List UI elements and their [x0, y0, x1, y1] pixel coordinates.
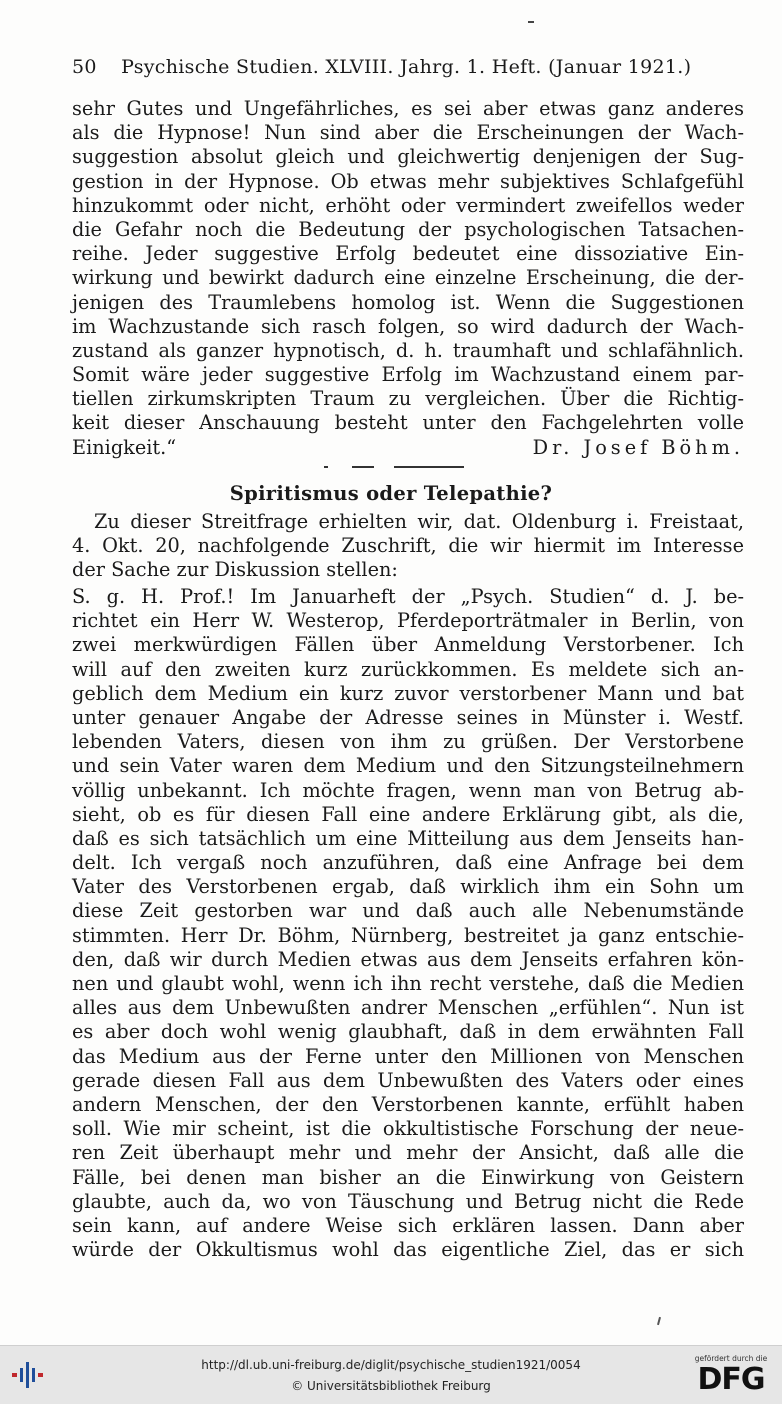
text-line: diese Zeit gestorben war und daß auch alle Nebenumstände: [72, 899, 744, 923]
page-number: 50: [72, 56, 97, 78]
text-line: und sein Vater waren dem Medium und den Sitzungsteilnehmern: [72, 754, 744, 778]
running-title: Psychische Studien. XLVIII. Jahrg. 1. Heft. (Januar 1921.): [121, 56, 692, 78]
text-line: S. g. H. Prof.! Im Januarheft der „Psych. Studien“ d. J. be-: [72, 585, 744, 608]
text-line: tiellen zirkumskripten Traum zu vergleichen. Über die Richtig-: [72, 387, 744, 411]
text-line: hinzukommt oder nicht, erhöht oder vermindert zweifellos weder: [72, 193, 744, 217]
scan-mark: [528, 21, 534, 23]
text-line: suggestion absolut gleich und gleichwertig denjenigen der Sug-: [72, 145, 744, 169]
dfg-logo[interactable]: DFG: [697, 1362, 765, 1397]
text-line: nen und glaubt wohl, wenn ich ihn recht verstehe, daß die Medien: [72, 972, 744, 995]
copyright-notice: © Universitätsbibliothek Freiburg: [291, 1379, 491, 1393]
text-line: Fälle, bei denen man bisher an die Einwirkung von Geistern: [72, 1165, 744, 1189]
text-line-last: Einigkeit.“: [72, 435, 177, 459]
text-line: die Gefahr noch die Bedeutung der psychologischen Tatsachen-: [72, 217, 744, 241]
text-line: sein kann, auf andere Weise sich erklären lassen. Dann aber: [72, 1213, 744, 1237]
text-line: lebenden Vaters, diesen von ihm zu grüßen. Der Verstorbene: [72, 730, 744, 754]
text-line: glaubte, auch da, wo von Täuschung und Betrug nicht die Rede: [72, 1189, 744, 1213]
text-line: völlig unbekannt. Ich möchte fragen, wenn man von Betrug ab-: [72, 778, 744, 802]
text-line: den, daß wir durch Medien etwas aus dem Jenseits erfahren kön-: [72, 947, 744, 971]
text-line: Zu dieser Streitfrage erhielten wir, dat. Oldenburg i. Freistaat,: [94, 510, 744, 533]
section-title: Spiritismus oder Telepathie?: [229, 482, 553, 505]
letter-paragraph: [72, 585, 744, 1262]
text-line: wirkung und bewirkt dadurch eine einzelne Erscheinung, die der-: [72, 266, 744, 290]
text-line: soll. Wie mir scheint, ist die okkultistische Forschung der neue-: [72, 1117, 744, 1141]
text-line: stimmten. Herr Dr. Böhm, Nürnberg, bestreitet ja ganz entschie-: [72, 923, 744, 947]
source-url-link[interactable]: http://dl.ub.uni-freiburg.de/diglit/psychische_studien1921/0054: [201, 1358, 581, 1372]
text-line: Vater des Verstorbenen ergab, daß wirklich ihm ein Sohn um: [72, 875, 744, 899]
text-line: der Sache zur Diskussion stellen:: [72, 558, 398, 582]
text-line: delt. Ich vergaß noch anzuführen, daß eine Anfrage bei dem: [72, 851, 744, 875]
text-line: es aber doch wohl wenig glaubhaft, daß in dem erwähnten Fall: [72, 1020, 744, 1044]
text-line: will auf den zweiten kurz zurückkommen. Es meldete sich an-: [72, 657, 744, 681]
funder-caption: gefördert durch die: [694, 1354, 768, 1363]
closing-line: [72, 436, 744, 460]
text-line: richtet ein Herr W. Westerop, Pferdeporträtmaler in Berlin, von: [72, 609, 744, 633]
text-line: würde der Okkultismus wohl das eigentliche Ziel, das er sich: [72, 1238, 744, 1262]
text-line: daß es sich tatsächlich um eine Mitteilung aus dem Jenseits han-: [72, 826, 744, 850]
text-line: sehr Gutes und Ungefährliches, es sei aber etwas ganz anderes: [72, 97, 744, 120]
text-line: geblich dem Medium ein kurz zuvor verstorbener Mann und bat: [72, 681, 744, 705]
text-line: reihe. Jeder suggestive Erfolg bedeutet eine dissoziative Ein-: [72, 242, 744, 266]
text-line: gestion in der Hypnose. Ob etwas mehr subjektives Schlafgefühl: [72, 169, 744, 193]
text-line: keit dieser Anschauung besteht unter den Fachgelehrten volle: [72, 411, 744, 435]
intro-paragraph: [72, 510, 744, 583]
text-line: gerade diesen Fall aus dem Unbewußten des Vaters oder eines: [72, 1068, 744, 1092]
text-line: 4. Okt. 20, nachfolgende Zuschrift, die wir hiermit im Interesse: [72, 534, 744, 558]
text-line: ren Zeit überhaupt mehr und mehr der Ansicht, daß alle die: [72, 1141, 744, 1165]
scan-mark: [657, 1317, 661, 1325]
text-line: im Wachzustande sich rasch folgen, so wird dadurch der Wach-: [72, 314, 744, 338]
text-line: das Medium aus der Ferne unter den Millionen von Menschen: [72, 1044, 744, 1068]
text-line: alles aus dem Unbewußten andrer Menschen „erfühlen“. Nun ist: [72, 996, 744, 1020]
text-line: unter genauer Angabe der Adresse seines in Münster i. Westf.: [72, 705, 744, 729]
text-line: Somit wäre jeder suggestive Erfolg im Wachzustand einem par-: [72, 363, 744, 387]
text-line: zwei merkwürdigen Fällen über Anmeldung Verstorbener. Ich: [72, 633, 744, 657]
text-line: als die Hypnose! Nun sind aber die Erscheinungen der Wach-: [72, 121, 744, 145]
top-paragraph: [72, 97, 744, 460]
author-signature: Dr. Josef Böhm.: [532, 435, 744, 459]
running-header: [72, 56, 712, 78]
text-line: jenigen des Traumlebens homolog ist. Wenn die Suggestionen: [72, 290, 744, 314]
text-line: sieht, ob es für diesen Fall eine andere Erklärung gibt, als die,: [72, 802, 744, 826]
footer-bar: [0, 1345, 782, 1404]
text-line: andern Menschen, der den Verstorbenen kannte, erfühlt haben: [72, 1092, 744, 1116]
text-line: zustand als ganzer hypnotisch, d. h. traumhaft und schlafähnlich.: [72, 338, 744, 362]
section-divider: [318, 465, 468, 469]
